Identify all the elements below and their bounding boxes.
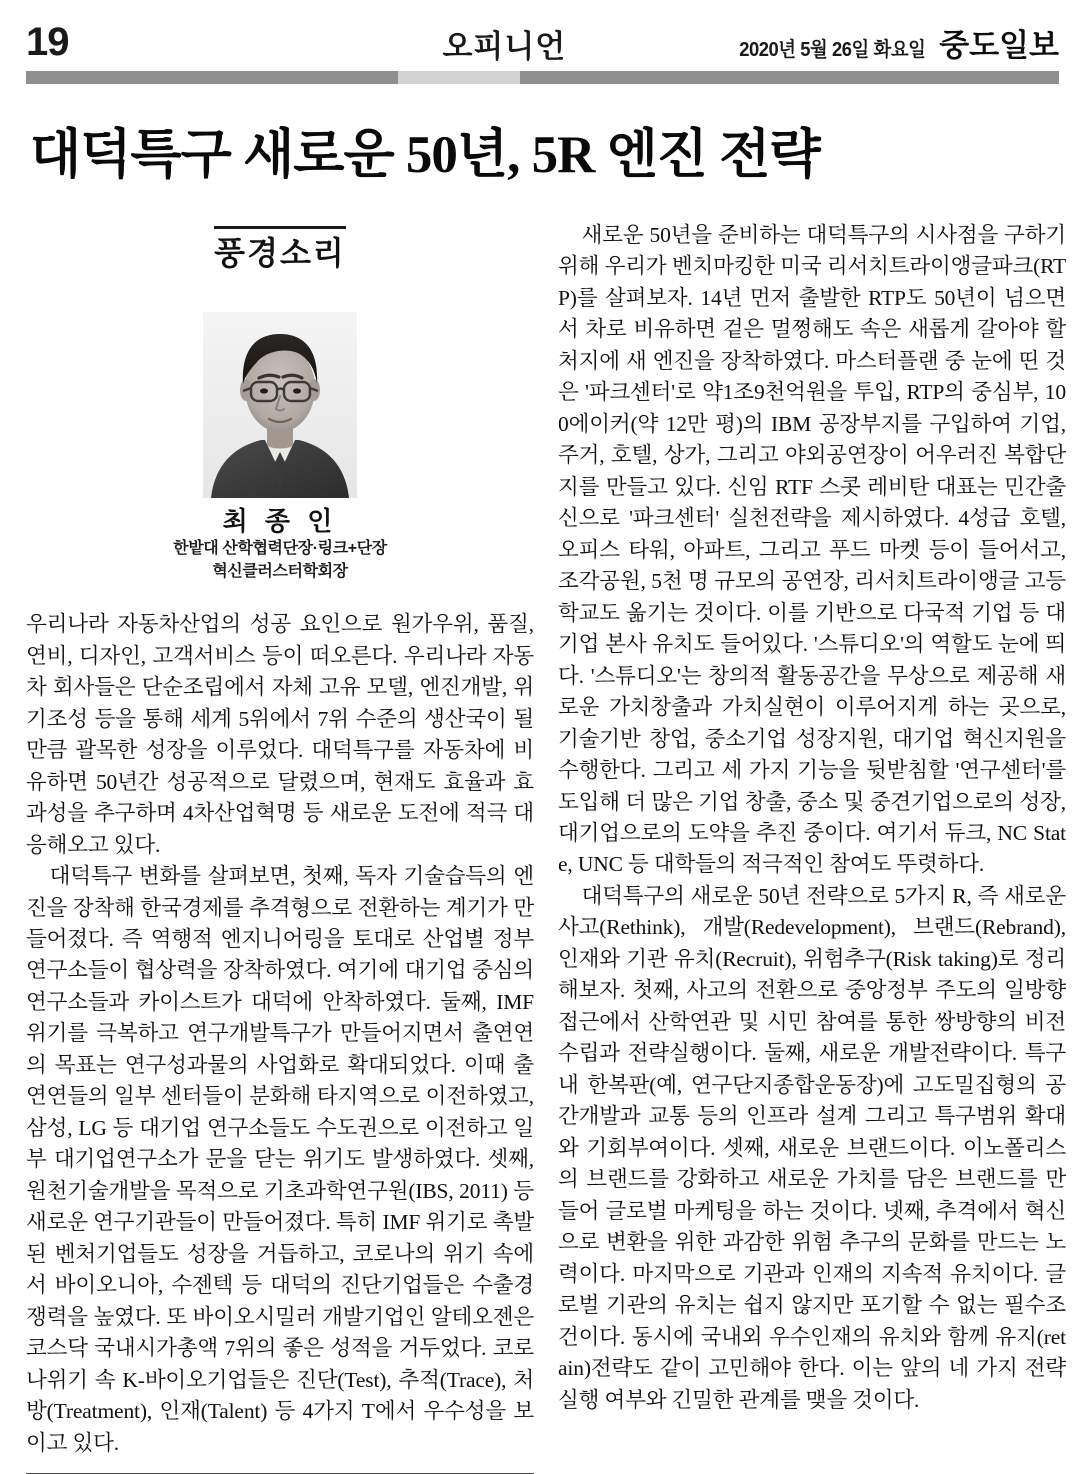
left-column bbox=[26, 220, 534, 1474]
byline-block bbox=[26, 220, 534, 583]
masthead-rule-bar bbox=[26, 71, 1059, 84]
author-portrait bbox=[203, 312, 357, 498]
author-affiliation-1: 한밭대 산학협력단장·링크+단장 bbox=[173, 539, 387, 557]
masthead-right bbox=[723, 30, 1059, 62]
rule-bar-segment-left bbox=[26, 71, 398, 84]
left-column-body bbox=[26, 609, 534, 1459]
right-column bbox=[558, 220, 1066, 1474]
article-headline: 대덕특구 새로운 50년, 5R 엔진 전략 bbox=[30, 126, 820, 184]
paragraph: 대덕특구의 새로운 50년 전략으로 5가지 R, 즉 새로운 사고(Rethink), 개발(Redevelopment), 브랜드(Rebrand), 인재와 기관 유치(Recruit), 위험추구(Risk taking)로 정리해보자. 첫째, 사고의 전환으로 중앙정부 주도의 일방향 접근에서 산학연관 및 시민 참여를 통한 쌍방향의 비전수립과 전략실행이다. 둘째, 새로운 개발전략이다. 특구내 한복판(예, 연구단지종합운동장)에 고도밀집형의 공간개발과 교통 등의 인프라 설계 그리고 특구범위 확대와 기회부여이다. 셋째, 새로운 브랜드이다. 이노폴리스의 브랜드를 강화하고 새로운 가치를 담은 브랜드를 만들어 글로벌 마케팅을 하는 것이다. 넷째, 추격에서 혁신으로 변환을 위한 과감한 위험 추구의 문화를 만드는 노력이다. 마지막으로 기관과 인재의 지속적 유치이다. 글로벌 기관의 유치는 쉽지 않지만 포기할 수 없는 필수조건이다. 동시에 국내외 우수인재의 유치와 함께 유지(retain)전략도 같이 고민해야 한다. 이는 앞의 네 가지 전략실행 여부와 긴밀한 관계를 맺을 것이다. bbox=[558, 883, 1066, 1412]
author-name: 최 종 인 bbox=[222, 505, 338, 536]
page-number: 19 bbox=[26, 20, 69, 64]
article-columns bbox=[26, 220, 1066, 1474]
paragraph: 대덕특구 변화를 살펴보면, 첫째, 독자 기술습득의 엔진을 장착해 한국경제를 추격형으로 전환하는 계기가 만들어졌다. 즉 역행적 엔지니어링을 토대로 산업별 정부연구소들이 협상력을 장착하였다. 여기에 대기업 중심의 연구소들과 카이스트가 대덕에 안착하였다. 둘째, IMF 위기를 극복하고 연구개발특구가 만들어지면서 출연연의 목표는 연구성과물의 사업화로 확대되었다. 이때 출연연들의 일부 센터들이 분화해 타지역으로 이전하였고, 삼성, LG 등 대기업 연구소들도 수도권으로 이전하고 일부 대기업연구소가 문을 닫는 위기도 발생하였다. 셋째, 원천기술개발을 목적으로 기초과학연구원(IBS, 2011) 등 새로운 연구기관들이 만들어졌다. 특히 IMF 위기로 촉발된 벤처기업들도 성장을 거듭하고, 코로나의 위기 속에서 바이오니아, 수젠텍 등 대덕의 진단기업들은 수출경쟁력을 높였다. 또 바이오시밀러 개발기업인 알테오젠은 코스닥 국내시가총액 7위의 좋은 성적을 거두었다. 코로나위기 속 K-바이오기업들은 진단(Test), 추적(Trace), 처방(Treatment), 인재(Talent) 등 4가지 T에서 우수성을 보이고 있다. bbox=[26, 864, 534, 1455]
author-affiliation-2: 혁신클러스터학회장 bbox=[212, 562, 348, 580]
paragraph: 우리나라 자동차산업의 성공 요인으로 원가우위, 품질, 연비, 디자인, 고객서비스 등이 떠오른다. 우리나라 자동차 회사들은 단순조립에서 자체 고유 모델, 엔진개발, 위기조성 등을 통해 세계 5위에서 7위 수준의 생산국이 될 만큼 괄목한 성장을 이루었다. 대덕특구를 자동차에 비유하면 50년간 성공적으로 달렸으며, 현재도 효율과 효과성을 추구하며 4차산업혁명 등 새로운 도전에 적극 대응해오고 있다. bbox=[26, 612, 534, 857]
issue-date: 2020년 5월 26일 화요일 bbox=[738, 39, 926, 61]
column-brand-name: 풍경소리 bbox=[214, 234, 346, 271]
paragraph: 새로운 50년을 준비하는 대덕특구의 시사점을 구하기 위해 우리가 벤치마킹한 미국 리서치트라이앵글파크(RTP)를 살펴보자. 14년 먼저 출발한 RTP도 50년이 넘으면서 차로 비유하면 겉은 멀쩡해도 속은 새롭게 갈아야 할 처지에 새 엔진을 장착하였다. 마스터플랜 중 눈에 띤 것은 '파크센터'로 약1조9천억원을 투입, RTP의 중심부, 100에이커(약 12만 평)의 IBM 공장부지를 구입하여 기업, 주거, 호텔, 상가, 그리고 야외공연장이 어우러진 복합단지를 만들고 있다. 신임 RTF 스콧 레비탄 대표는 민간출신으로 '파크센터' 실천전략을 제시하였다. 4성급 호텔, 오피스 타워, 아파트, 그리고 푸드 마켓 등이 들어서고, 조각공원, 5천 명 규모의 공연장, 리서치트라이앵글 고등학교도 옮기는 것이다. 이를 기반으로 다국적 기업 등 대기업 본사 유치도 들어있다. '스튜디오'의 역할도 눈에 띄다. '스튜디오'는 창의적 활동공간을 무상으로 제공해 새로운 가치창출과 가치실현이 이루어지게 하는 곳으로, 기술기반 창업, 중소기업 성장지원, 대기업 혁신지원을 수행한다. 그리고 세 가지 기능을 뒷받침할 '연구센터'를 도입해 더 많은 기업 창출, 중소 및 중견기업으로의 성장, 대기업으로의 도약을 추진 중이다. 여기서 듀크, NC State, UNC 등 대학들의 적극적인 참여도 뚜렷하다. bbox=[558, 222, 1066, 877]
rule-bar-segment-highlight bbox=[398, 71, 520, 84]
column-brand-wrap bbox=[214, 226, 346, 272]
masthead bbox=[26, 0, 1059, 62]
paper-masthead-title: 중도일보 bbox=[939, 28, 1059, 63]
rule-bar-segment-right bbox=[520, 71, 1059, 84]
section-title: 오피니언 bbox=[442, 29, 567, 64]
right-column-body bbox=[558, 220, 1066, 1416]
